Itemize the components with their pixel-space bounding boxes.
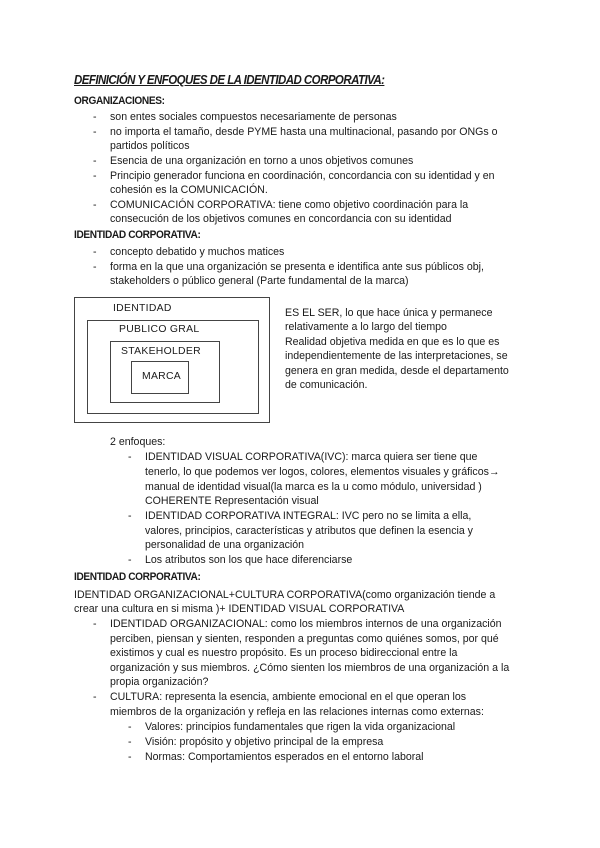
list-item-text: partidos políticos <box>110 140 190 152</box>
list-item-text: Principio generador funciona en coordinación, concordancia con su identidad y en <box>110 170 495 182</box>
bullet-dash: - <box>93 126 97 138</box>
diagram-label-marca: MARCA <box>142 371 182 382</box>
list-item-text: manual de identidad visual(la marca es la u como módulo, universidad ) <box>145 481 482 493</box>
list-item-text: propia organización? <box>110 676 209 688</box>
list-item-text: miembros de la organización y refleja en las relaciones internas como externas: <box>110 706 484 718</box>
formula-line: IDENTIDAD ORGANIZACIONAL+CULTURA CORPORATIVA(como organización tiende a <box>74 589 496 601</box>
bullet-dash: - <box>128 721 132 733</box>
list-item-text: Normas: Comportamientos esperados en el entorno laboral <box>145 751 424 763</box>
list-item-text: son entes sociales compuestos necesariamente de personas <box>110 111 397 123</box>
list-item-text: concepto debatido y muchos matices <box>110 246 285 258</box>
note-line: de comunicación. <box>285 379 368 391</box>
list-item-text: IDENTIDAD VISUAL CORPORATIVA(IVC): marca quiera ser tiene que <box>145 451 478 463</box>
diagram-label-identidad: IDENTIDAD <box>113 303 172 314</box>
bullet-dash: - <box>93 111 97 123</box>
list-item-text: cohesión es la COMUNICACIÓN. <box>110 184 268 196</box>
heading-identidad-corporativa-2: IDENTIDAD CORPORATIVA: <box>74 571 201 583</box>
list-item-text: Los atributos son los que hace diferenciarse <box>145 554 353 566</box>
list-item-text: perciben, piensan y sienten, responden a preguntas como quiénes somos, por qué <box>110 633 499 645</box>
list-item-text: tenerlo, lo que podemos ver logos, colores, elementos visuales y gráficos→ <box>145 466 500 478</box>
list-item-text: personalidad de una organización <box>145 539 305 551</box>
heading-identidad-corporativa: IDENTIDAD CORPORATIVA: <box>74 229 201 241</box>
list-item-text: IDENTIDAD CORPORATIVA INTEGRAL: IVC pero no se limita a ella, <box>145 510 472 522</box>
diagram-label-stakeholder: STAKEHOLDER <box>121 346 201 357</box>
bullet-dash: - <box>128 736 132 748</box>
bullet-dash: - <box>128 751 132 763</box>
diagram-label-publico: PUBLICO GRAL <box>119 324 200 335</box>
note-line: independientemente de las interpretaciones, se <box>285 350 508 362</box>
list-item-text: forma en la que una organización se presenta e identifica ante sus públicos obj, <box>110 261 484 273</box>
document-title: DEFINICIÓN Y ENFOQUES DE LA IDENTIDAD CORPORATIVA: <box>74 73 385 87</box>
formula-line: crear una cultura en si misma )+ IDENTIDAD VISUAL CORPORATIVA <box>74 603 405 615</box>
note-line: genera en gran medida, desde el departamento <box>285 365 509 377</box>
enfoques-intro: 2 enfoques: <box>110 436 166 448</box>
bullet-dash: - <box>93 199 97 211</box>
bullet-dash: - <box>128 510 132 522</box>
list-item-text: valores, principios, características y atributos que definen la esencia y <box>145 525 473 537</box>
note-line: Realidad objetiva medida en que es lo que es <box>285 336 500 348</box>
list-item-text: COHERENTE Representación visual <box>145 495 319 507</box>
list-item-text: Valores: principios fundamentales que rigen la vida organizacional <box>145 721 456 733</box>
list-item-text: stakeholders o público general (Parte fundamental de la marca) <box>110 275 409 287</box>
list-item-text: consecución de los objetivos comunes en concordancia con su identidad <box>110 213 452 225</box>
bullet-dash: - <box>93 261 97 273</box>
bullet-dash: - <box>93 155 97 167</box>
bullet-dash: - <box>128 554 132 566</box>
bullet-dash: - <box>93 691 97 703</box>
list-item-text: IDENTIDAD ORGANIZACIONAL: como los miembros internos de una organización <box>110 618 502 630</box>
bullet-dash: - <box>93 246 97 258</box>
bullet-dash: - <box>128 451 132 463</box>
list-item-text: COMUNICACIÓN CORPORATIVA: tiene como objetivo coordinación para la <box>110 199 469 211</box>
note-line: ES EL SER, lo que hace única y permanece <box>285 307 493 319</box>
list-item-text: no importa el tamaño, desde PYME hasta una multinacional, pasando por ONGs o <box>110 126 498 138</box>
bullet-dash: - <box>93 170 97 182</box>
heading-organizaciones: ORGANIZACIONES: <box>74 95 165 107</box>
note-line: relativamente a lo largo del tiempo <box>285 321 447 333</box>
list-item-text: organización y sus miembros. ¿Cómo sienten los miembros de una organización a la <box>110 662 510 674</box>
list-item-text: Esencia de una organización en torno a unos objetivos comunes <box>110 155 414 167</box>
list-item-text: CULTURA: representa la esencia, ambiente emocional en el que operan los <box>110 691 467 703</box>
bullet-dash: - <box>93 618 97 630</box>
list-item-text: Visión: propósito y objetivo principal de la empresa <box>145 736 384 748</box>
list-item-text: existimos y cual es nuestro propósito. Es un proceso bidireccional entre la <box>110 647 458 659</box>
